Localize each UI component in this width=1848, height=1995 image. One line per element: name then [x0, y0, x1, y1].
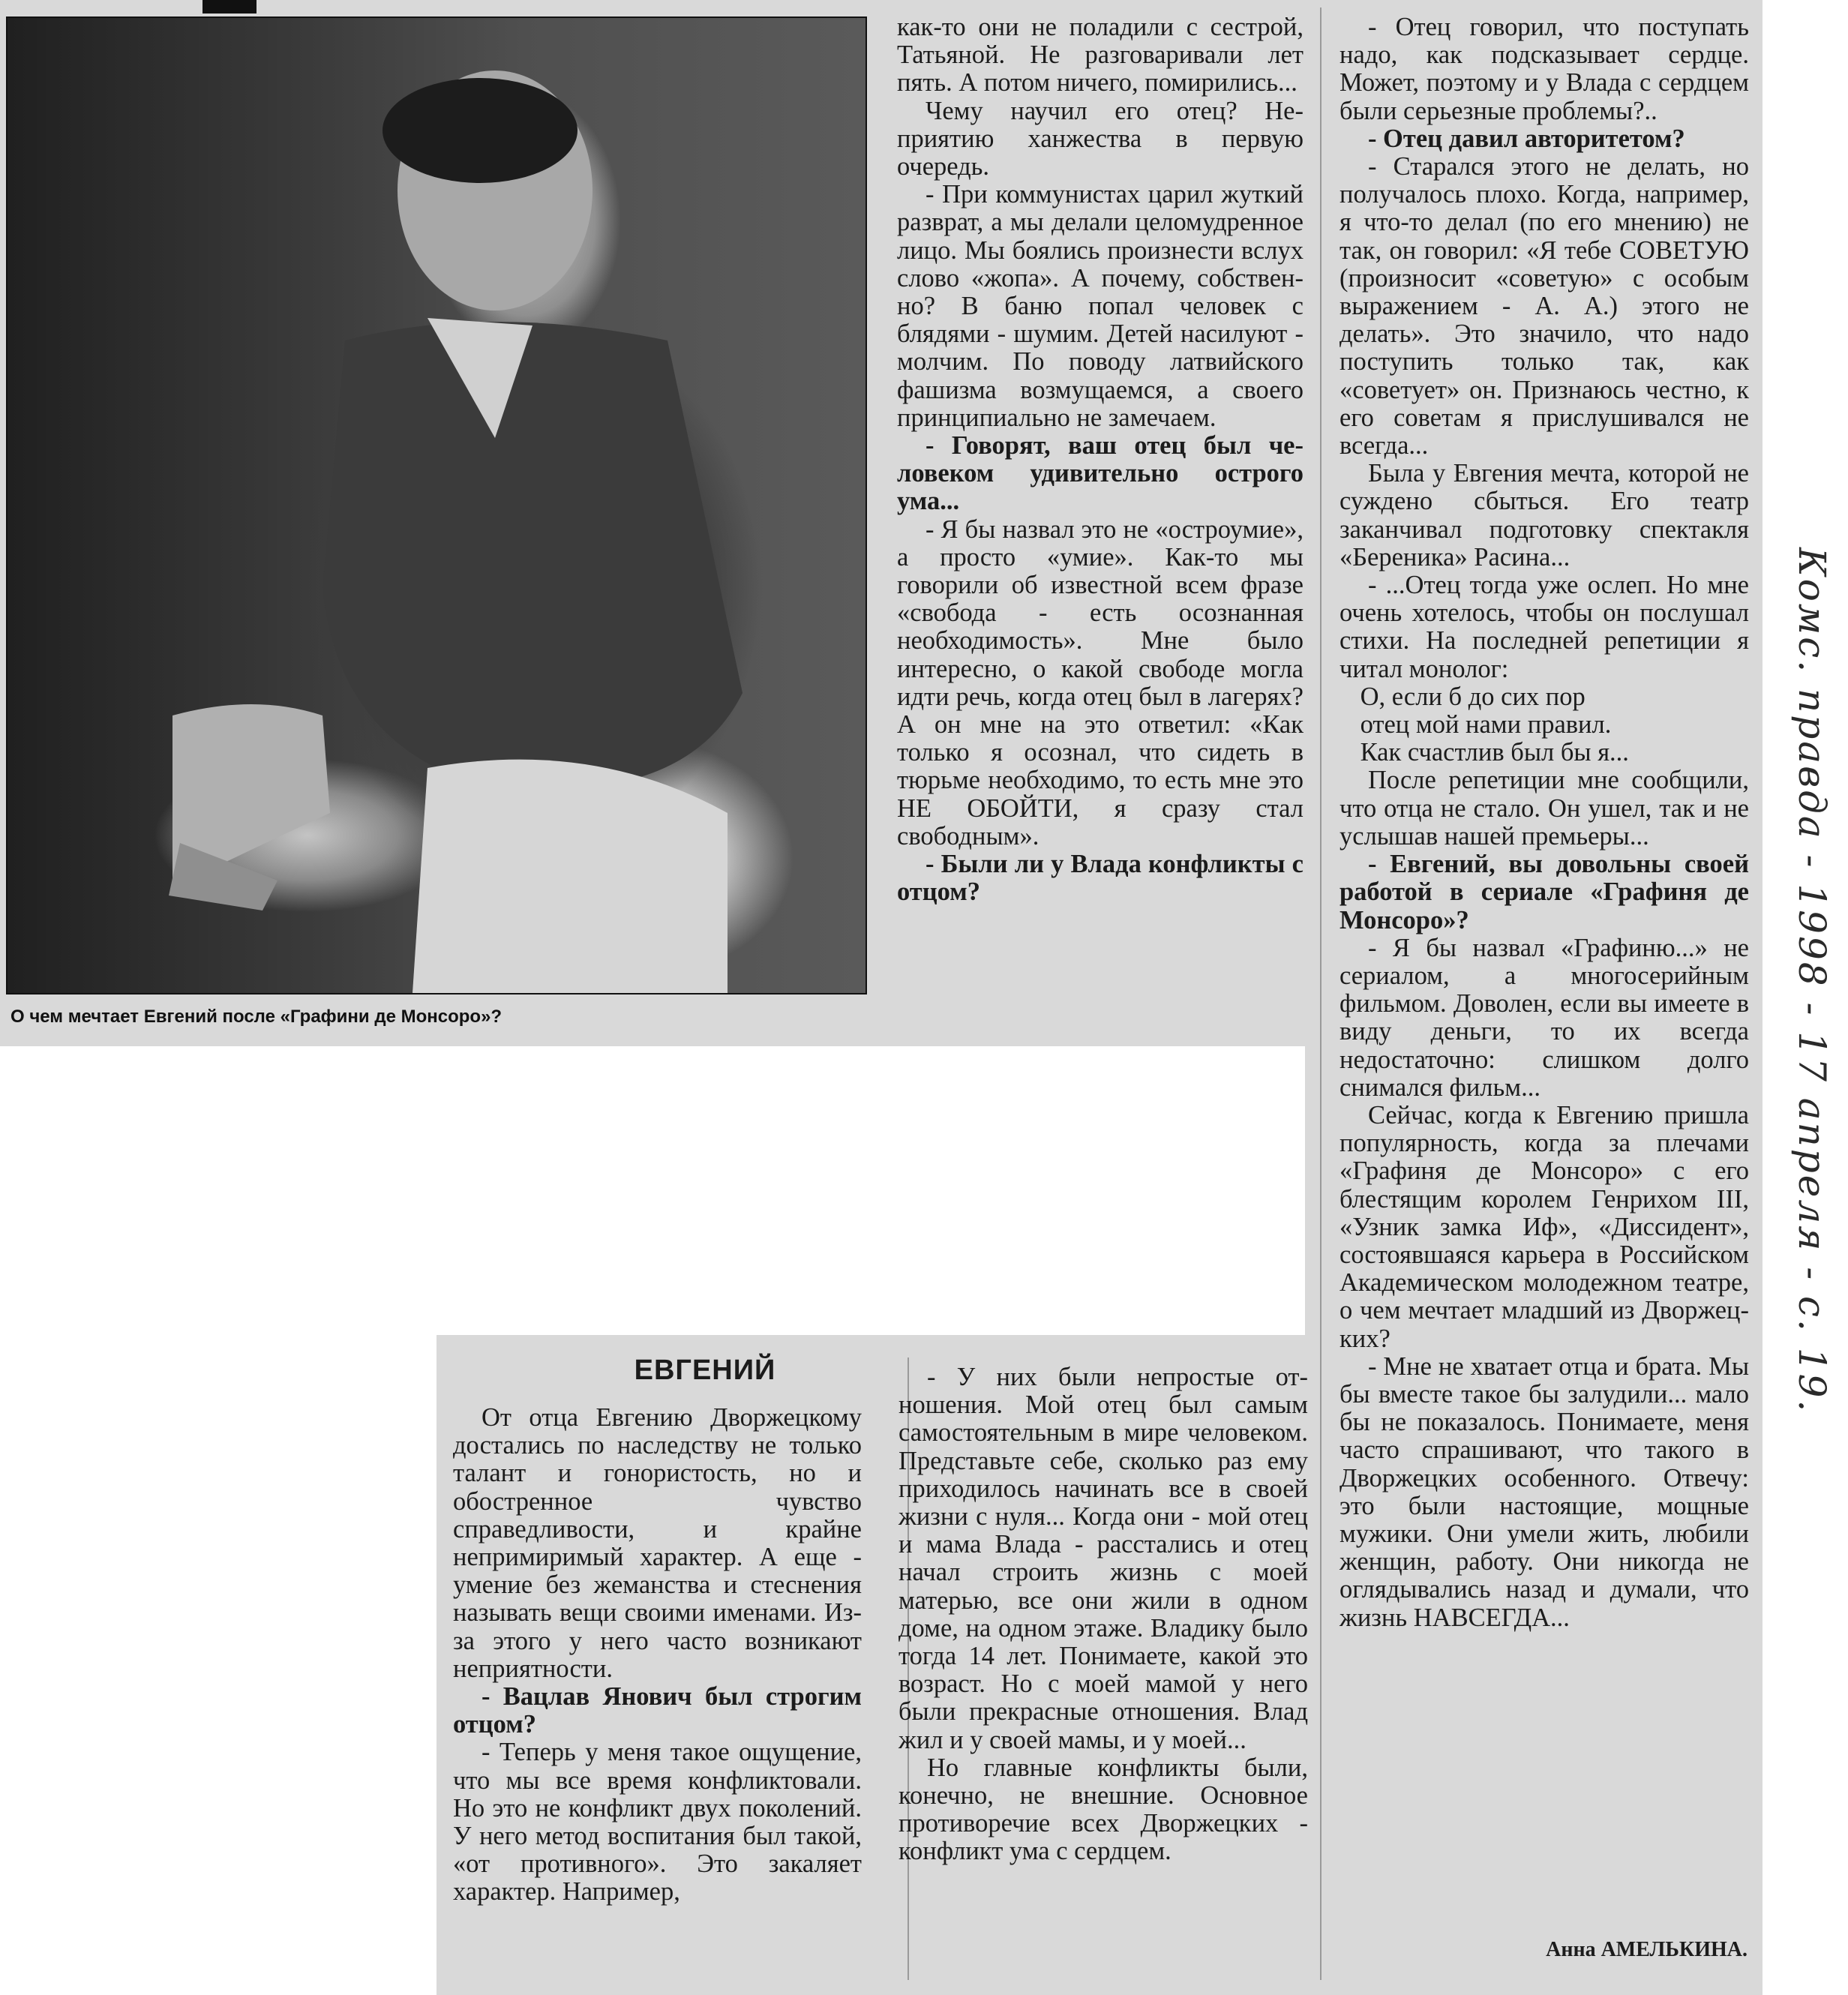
article-paragraph: О, если б до сих пор [1360, 682, 1586, 711]
article-paragraph: - При коммунистах царил жуткий разврат, а мы делали целомудренное лицо. Мы боялись произнести вслух слово «жопа». А почему, собственно? В баню попал человек с блядями - шумим. Детей насилуют - молчим. По поводу латвийского фашизма возмущаемся, а своего принципиально не замечаем. [897, 180, 1304, 432]
article-paragraph: как-то они не поладили с сестрой, Татьяной. Не разговаривали лет пять. А потом ничего, помирились... [897, 13, 1304, 98]
handwritten-source-note: Комс. правда - 1998 - 17 апреля - с. 19. [1790, 548, 1834, 1414]
article-paragraph: отец мой нами правил. [1360, 710, 1612, 740]
article-column-4 [898, 1364, 1308, 1866]
top-edge-mark [202, 0, 256, 14]
column-divider [1320, 8, 1322, 1980]
article-heading: ЕВГЕНИЙ [634, 1354, 776, 1386]
article-paragraph: Но главные конфликты были, конечно, не внешние. Основное противоречие всех Дворжецких - конфликт ума с сердцем. [898, 1753, 1308, 1866]
article-paragraph: От отца Евгению Дворжецкому достались по наследству не только талант и гонористость, но и обостренное чувство справедливости, и крайне непримиримый характер. А еще - умение без жеманства и стеснения называть вещи своими именами. Из-за этого у него часто возникают неприятности. [453, 1403, 862, 1683]
article-paragraph: Чему научил его отец? Неприятию ханжества в первую очередь. [897, 96, 1304, 182]
article-paragraph: - Я бы назвал «Графиню...» не сериалом, а многосерийным фильмом. Доволен, если вы имеете в виду деньги, то их всегда недостаточно: слишком долго снимался фильм... [1340, 933, 1749, 1102]
interview-question: - Говорят, ваш отец был человеком удивительно острого ума... [897, 431, 1304, 516]
article-paragraph: После репетиции мне сообщили, что отца не стало. Он ушел, так и не услышав нашей премьеры... [1340, 766, 1749, 850]
author-signature: Анна АМЕЛЬКИНА. [1546, 1938, 1748, 1961]
photo-caption: О чем мечтает Евгений после «Графини де Монсоро»? [10, 1006, 502, 1027]
article-column-1 [897, 14, 1304, 907]
article-paragraph: - Теперь у меня такое ощущение, что мы все время конфликтовали. Но это не конфликт двух поколений. У него метод воспитания был такой, «от противного». Это закаляет характер. Например, [453, 1738, 862, 1906]
article-paragraph: Была у Евгения мечта, которой не суждено сбыться. Его театр заканчивал подготовку спектакля «Береника» Расина... [1340, 459, 1749, 572]
article-paragraph: - У них были непростые отношения. Мой отец был самым самостоятельным в мире человеком. Представьте себе, сколько раз ему приходилось начинать все в своей жизни с нуля... Когда они - мой отец и мама Влада - расстались и отец начал строить жизнь с моей матерью, все они жили в одном доме, на одном этаже. Владику было тогда 14 лет. Понимаете, какой это возраст. Но с моей мамой у него были прекрасные отношения. Влад жил и у своей мамы, и у моей... [898, 1363, 1308, 1754]
article-paragraph: Сейчас, когда к Евгению пришла популярность, когда за плечами «Графиня де Монсоро» с его блестящим королем Генрихом III, «Узник замка Иф», «Диссидент», состоявшаяся карьера в Российском Академическом молодежном театре, о чем мечтает младший из Дворжецких? [1340, 1100, 1749, 1353]
portrait-photo [6, 16, 867, 994]
article-paragraph: - Старался этого не делать, но получалось плохо. Когда, например, я что-то делал (по его мнению) не так, он говорил: «Я тебе СОВЕТУЮ (произносит «советую» с особым выражением - А. А.) этого не делать». Это значило, что надо поступить только так, как «советует» он. Признаюсь честно, к его советам я прислушивался не всегда... [1340, 152, 1749, 460]
article-column-2 [1340, 14, 1749, 1632]
interview-question: - Евгений, вы довольны своей работой в сериале «Графиня де Монсоро»? [1340, 850, 1749, 934]
article-paragraph: Как счастлив был бы я... [1360, 738, 1629, 767]
article-paragraph: - Я бы назвал это не «остроумие», а просто «умие». Как-то мы говорили об известной всем фразе «свобода - есть осознанная необходимость». Мне было интересно, о какой свободе могла идти речь, когда отец был в лагерях? А он мне на это ответил: «Как только я осознал, что сидеть в тюрьме необходимо, то есть мне это НЕ ОБОЙТИ, я сразу стал свободным». [897, 514, 1304, 850]
portrait-figure [8, 18, 866, 993]
article-paragraph: - Мне не хватает отца и брата. Мы бы вместе такое бы залудили... мало бы не показалось. Понимаете, меня часто спрашивают, что такого в Дворжецких особенного. Отвечу: это были настоящие, мощные мужики. Они умели жить, любили женщин, работу. Они никогда не оглядывались назад и думали, что жизнь НАВСЕГДА... [1340, 1352, 1749, 1632]
interview-question: - Вацлав Янович был строгим отцом? [453, 1682, 862, 1739]
article-paragraph: - ...Отец тогда уже ослеп. Но мне очень хотелось, чтобы он послушал стихи. На последней репетиции я читал монолог: [1340, 571, 1749, 683]
interview-question: - Были ли у Влада конфликты с отцом? [897, 850, 1304, 907]
article-paragraph: - Отец говорил, что поступать надо, как подсказывает сердце. Может, поэтому и у Влада с сердцем были серьезные проблемы?.. [1340, 13, 1749, 125]
article-column-3 [453, 1404, 862, 1906]
interview-question: - Отец давил авторитетом? [1367, 124, 1685, 153]
